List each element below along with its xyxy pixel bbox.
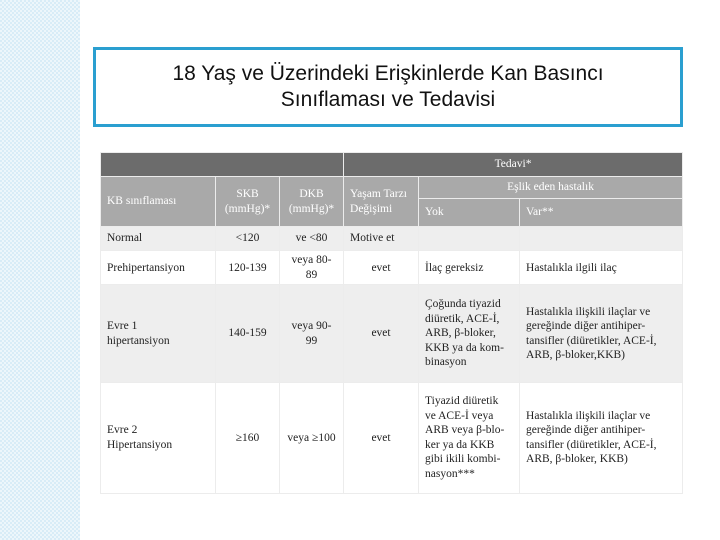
- cell-dkb: veya ≥100: [280, 382, 344, 493]
- table-header-row-1: [101, 153, 683, 177]
- header-dkb: DKB (mmHg)*: [280, 177, 344, 227]
- slide-title-line-1: 18 Yaş ve Üzerindeki Erişkinlerde Kan Basıncı: [172, 62, 604, 85]
- table-row: [101, 251, 683, 285]
- cell-present: Hastalıkla ilişkili ilaçlar ve gereğinde diğer antihiper- tansifler (diüretikler, ACE-İ, ARB, β-bloker,KKB): [520, 285, 683, 382]
- table-row: [101, 382, 683, 493]
- slide-title-line-2: Sınıflaması ve Tedavisi: [280, 88, 496, 111]
- cell-skb: <120: [216, 227, 280, 251]
- cell-lifestyle: evet: [344, 251, 419, 285]
- cell-kb: Evre 2 Hipertansiyon: [101, 382, 216, 493]
- cell-kb: Evre 1 hipertansiyon: [101, 285, 216, 382]
- cell-dkb: ve <80: [280, 227, 344, 251]
- cell-kb: Normal: [101, 227, 216, 251]
- cell-lifestyle: evet: [344, 382, 419, 493]
- table-row: [101, 285, 683, 382]
- cell-present: Hastalıkla ilgili ilaç: [520, 251, 683, 285]
- cell-skb: ≥160: [216, 382, 280, 493]
- side-decoration-pattern: [0, 0, 80, 540]
- cell-present: Hastalıkla ilişkili ilaçlar ve gereğinde diğer antihiper- tansifler (diüretikler, ACE-İ, ARB, β-bloker, KKB): [520, 382, 683, 493]
- header-kb-classification: KB sınıflaması: [101, 177, 216, 227]
- header-comorbidity: Eşlik eden hastalık: [419, 177, 683, 199]
- cell-present: [520, 227, 683, 251]
- header-blank-cell: [101, 153, 344, 177]
- cell-none: Çoğunda tiyazid diüretik, ACE-İ, ARB, β-bloker, KKB ya da kom- binasyon: [419, 285, 520, 382]
- cell-none: İlaç gereksiz: [419, 251, 520, 285]
- cell-dkb: veya 80-89: [280, 251, 344, 285]
- cell-lifestyle: evet: [344, 285, 419, 382]
- cell-lifestyle: Motive et: [344, 227, 419, 251]
- bp-classification-table: [100, 152, 682, 494]
- slide-title-box: [93, 47, 683, 127]
- table-header-row-2: [101, 177, 683, 199]
- cell-skb: 140-159: [216, 285, 280, 382]
- header-present: Var**: [520, 199, 683, 227]
- header-lifestyle: Yaşam Tarzı Değişimi: [344, 177, 419, 227]
- cell-none: Tiyazid diüretik ve ACE-İ veya ARB veya β-blo- ker ya da KKB gibi ikili kombi- nasyon***: [419, 382, 520, 493]
- cell-skb: 120-139: [216, 251, 280, 285]
- table-row: [101, 227, 683, 251]
- header-skb: SKB (mmHg)*: [216, 177, 280, 227]
- cell-dkb: veya 90-99: [280, 285, 344, 382]
- header-none: Yok: [419, 199, 520, 227]
- cell-none: [419, 227, 520, 251]
- header-treatment: Tedavi*: [344, 153, 683, 177]
- cell-kb: Prehipertansiyon: [101, 251, 216, 285]
